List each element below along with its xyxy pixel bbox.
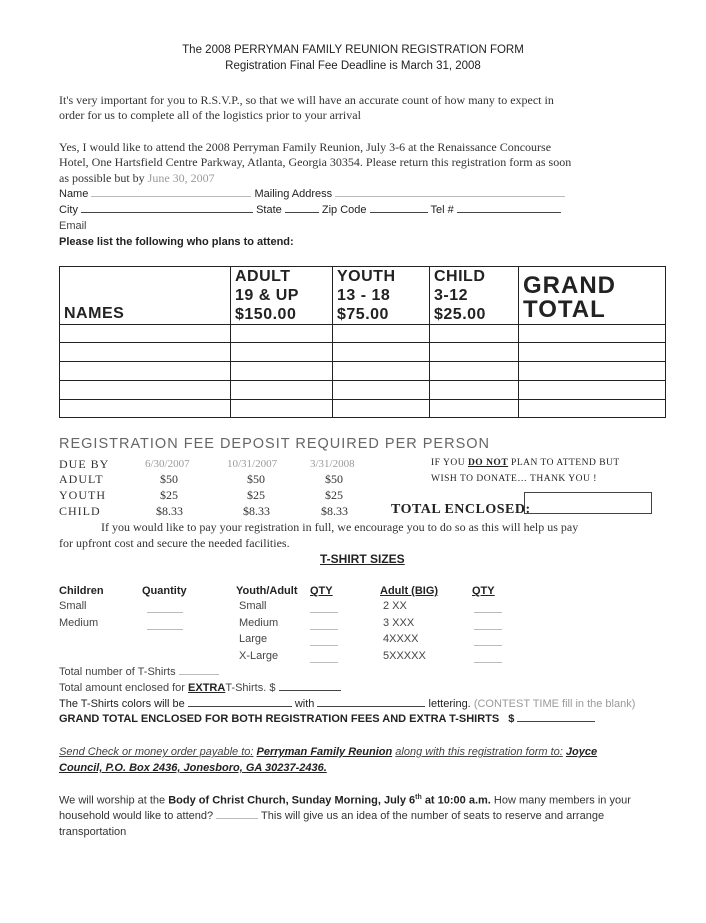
big-4xxxx-qty[interactable] bbox=[474, 644, 502, 646]
attendee-row[interactable] bbox=[60, 400, 666, 418]
child-cell[interactable] bbox=[430, 325, 519, 343]
adult-cell[interactable] bbox=[231, 381, 333, 400]
deadline-line: Registration Final Fee Deadline is March 31, 2008 bbox=[225, 60, 481, 72]
youth-fee-3: $25 bbox=[325, 488, 343, 502]
total-enclosed-box[interactable] bbox=[524, 492, 652, 514]
due-date-1: 6/30/2007 bbox=[145, 458, 190, 470]
child-fee-1: $8.33 bbox=[156, 504, 183, 518]
ya-size-xlarge: X-Large bbox=[239, 650, 279, 662]
names-header: NAMES bbox=[60, 267, 231, 325]
name-cell[interactable] bbox=[60, 362, 231, 381]
adult-fee-label: ADULT bbox=[59, 472, 104, 486]
city-field-row bbox=[59, 204, 561, 216]
total-tshirts-input[interactable] bbox=[179, 673, 219, 675]
youth-fee-1: $25 bbox=[160, 488, 178, 502]
due-by-label: DUE BY bbox=[59, 457, 110, 471]
zip-input[interactable] bbox=[370, 211, 428, 213]
email-label: Email bbox=[59, 220, 87, 232]
worship-line-1: We will worship at the Body of Christ Church, Sunday Morning, July 6th at 10:00 a.m. How many members in your bbox=[59, 794, 631, 807]
adult-fee-2: $50 bbox=[247, 472, 265, 486]
attendee-table-header bbox=[60, 267, 666, 325]
attendee-row[interactable] bbox=[60, 343, 666, 362]
yes-line-3 bbox=[59, 171, 215, 186]
name-cell[interactable] bbox=[60, 381, 231, 400]
quantity-header: Quantity bbox=[142, 585, 187, 597]
total-cell[interactable] bbox=[519, 362, 666, 381]
child-size-medium: Medium bbox=[59, 617, 99, 629]
grand-total-input[interactable] bbox=[517, 720, 595, 722]
pay-full-line-1: If you would like to pay your registration in full, we encourage you to do so as this will help us pay bbox=[101, 520, 579, 534]
qty2-header: QTY bbox=[472, 585, 495, 597]
city-input[interactable] bbox=[81, 211, 253, 213]
big-size-4xxxx: 4XXXX bbox=[383, 633, 419, 645]
intro-line-2: order for us to complete all of the logistics prior to your arrival bbox=[59, 108, 361, 122]
child-medium-qty[interactable] bbox=[147, 628, 183, 630]
mailing-input[interactable] bbox=[335, 195, 565, 197]
ya-small-qty[interactable] bbox=[310, 611, 338, 613]
due-date-2: 10/31/2007 bbox=[227, 458, 278, 470]
form-title: The 2008 PERRYMAN FAMILY REUNION REGISTRATION FORM bbox=[182, 44, 524, 56]
youth-fee-2: $25 bbox=[247, 488, 265, 502]
name-cell[interactable] bbox=[60, 343, 231, 362]
total-amount-input[interactable] bbox=[279, 689, 341, 691]
big-size-2xx: 2 XX bbox=[383, 600, 407, 612]
total-cell[interactable] bbox=[519, 343, 666, 362]
child-cell[interactable] bbox=[430, 343, 519, 362]
adult-fee-1: $50 bbox=[160, 472, 178, 486]
tshirt-color-input[interactable] bbox=[188, 705, 292, 707]
child-fee-2: $8.33 bbox=[243, 504, 270, 518]
adult-cell[interactable] bbox=[231, 325, 333, 343]
youth-header: YOUTH 13 - 18 $75.00 bbox=[333, 267, 430, 325]
child-cell[interactable] bbox=[430, 381, 519, 400]
name-cell[interactable] bbox=[60, 400, 231, 418]
attendee-row[interactable] bbox=[60, 381, 666, 400]
mailing-label: Mailing Address bbox=[254, 188, 333, 200]
ya-medium-qty[interactable] bbox=[310, 628, 338, 630]
youth-cell[interactable] bbox=[333, 381, 430, 400]
adult-cell[interactable] bbox=[231, 343, 333, 362]
adult-header: ADULT 19 & UP $150.00 bbox=[231, 267, 333, 325]
not-attend-line: IF YOU DO NOT PLAN TO ATTEND BUT bbox=[431, 458, 620, 468]
ya-size-medium: Medium bbox=[239, 617, 279, 629]
intro-line-1: It's very important for you to R.S.V.P., so that we will have an accurate count of how many to expect in bbox=[59, 93, 554, 107]
city-label: City bbox=[59, 204, 78, 216]
adult-cell[interactable] bbox=[231, 400, 333, 418]
lettering-color-input[interactable] bbox=[317, 705, 425, 707]
youth-cell[interactable] bbox=[333, 362, 430, 381]
big-2xx-qty[interactable] bbox=[474, 611, 502, 613]
total-cell[interactable] bbox=[519, 381, 666, 400]
ya-size-large: Large bbox=[239, 633, 268, 645]
name-cell[interactable] bbox=[60, 325, 231, 343]
child-small-qty[interactable] bbox=[147, 611, 183, 613]
send-address: Council, P.O. Box 2436, Jonesboro, GA 30237-2436. bbox=[59, 762, 327, 774]
youth-cell[interactable] bbox=[333, 400, 430, 418]
adult-cell[interactable] bbox=[231, 362, 333, 381]
total-enclosed-label: TOTAL ENCLOSED: bbox=[391, 502, 531, 517]
tshirt-heading: T-SHIRT SIZES bbox=[320, 552, 405, 566]
tshirt-colors-row: The T-Shirts colors will be with lettering. (CONTEST TIME fill in the blank) bbox=[59, 698, 636, 710]
worship-line-2: household would like to attend? This will give us an idea of the number of seats to reserve and arrange bbox=[59, 810, 605, 822]
big-size-5xxxxx: 5XXXXX bbox=[383, 650, 426, 662]
state-input[interactable] bbox=[285, 211, 319, 213]
qty-header: QTY bbox=[310, 585, 333, 597]
youth-cell[interactable] bbox=[333, 325, 430, 343]
name-field-row bbox=[59, 188, 565, 200]
child-header: CHILD 3-12 $25.00 bbox=[430, 267, 519, 325]
name-input[interactable] bbox=[91, 195, 251, 197]
deposit-heading: REGISTRATION FEE DEPOSIT REQUIRED PER PERSON bbox=[59, 436, 490, 452]
child-fee-label: CHILD bbox=[59, 504, 101, 518]
big-size-3xxx: 3 XXX bbox=[383, 617, 415, 629]
youth-adult-header: Youth/Adult bbox=[236, 585, 298, 597]
pay-full-line-2: for upfront cost and secure the needed facilities. bbox=[59, 536, 290, 550]
adult-fee-3: $50 bbox=[325, 472, 343, 486]
zip-label: Zip Code bbox=[321, 204, 367, 216]
rsvp-date: June 30, 2007 bbox=[147, 171, 215, 185]
big-3xxx-qty[interactable] bbox=[474, 628, 502, 630]
child-size-small: Small bbox=[59, 600, 87, 612]
child-cell[interactable] bbox=[430, 362, 519, 381]
child-cell[interactable] bbox=[430, 400, 519, 418]
adult-big-header: Adult (BIG) bbox=[380, 585, 439, 597]
youth-cell[interactable] bbox=[333, 343, 430, 362]
youth-fee-label: YOUTH bbox=[59, 488, 106, 502]
attendee-table bbox=[59, 266, 666, 418]
total-cell[interactable] bbox=[519, 325, 666, 343]
attendance-count-input[interactable] bbox=[216, 817, 258, 819]
total-cell[interactable] bbox=[519, 400, 666, 418]
total-amount-row: Total amount enclosed for EXTRAT-Shirts. $ bbox=[59, 682, 341, 694]
state-label: State bbox=[256, 204, 282, 216]
ya-xlarge-qty[interactable] bbox=[310, 661, 338, 663]
grand-total-row: GRAND TOTAL ENCLOSED FOR BOTH REGISTRATION FEES AND EXTRA T-SHIRTS $ bbox=[59, 713, 595, 725]
tel-input[interactable] bbox=[457, 211, 561, 213]
yes-line-3-text: as possible but by bbox=[59, 171, 145, 185]
yes-line-2: Hotel, One Hartsfield Centre Parkway, Atlanta, Georgia 30354. Please return this registration form as soon bbox=[59, 155, 572, 169]
grand-total-header: GRAND TOTAL bbox=[519, 267, 666, 325]
attendee-row[interactable] bbox=[60, 325, 666, 343]
total-tshirts-row: Total number of T-Shirts bbox=[59, 666, 219, 678]
worship-line-3: transportation bbox=[59, 826, 127, 838]
ya-large-qty[interactable] bbox=[310, 644, 338, 646]
attendee-list-prompt: Please list the following who plans to attend: bbox=[59, 236, 294, 248]
yes-line-1: Yes, I would like to attend the 2008 Perryman Family Reunion, July 3-6 at the Renaissance Concourse bbox=[59, 140, 552, 154]
big-5xxxxx-qty[interactable] bbox=[474, 661, 502, 663]
send-line-1: Send Check or money order payable to: Perryman Family Reunion along with this registration form to: Joyce bbox=[59, 746, 598, 758]
donate-line: WISH TO DONATE… THANK YOU ! bbox=[431, 474, 597, 484]
attendee-row[interactable] bbox=[60, 362, 666, 381]
due-date-3: 3/31/2008 bbox=[310, 458, 355, 470]
child-fee-3: $8.33 bbox=[321, 504, 348, 518]
tel-label: Tel # bbox=[430, 204, 454, 216]
name-label: Name bbox=[59, 188, 89, 200]
ya-size-small: Small bbox=[239, 600, 267, 612]
children-header: Children bbox=[59, 585, 104, 597]
